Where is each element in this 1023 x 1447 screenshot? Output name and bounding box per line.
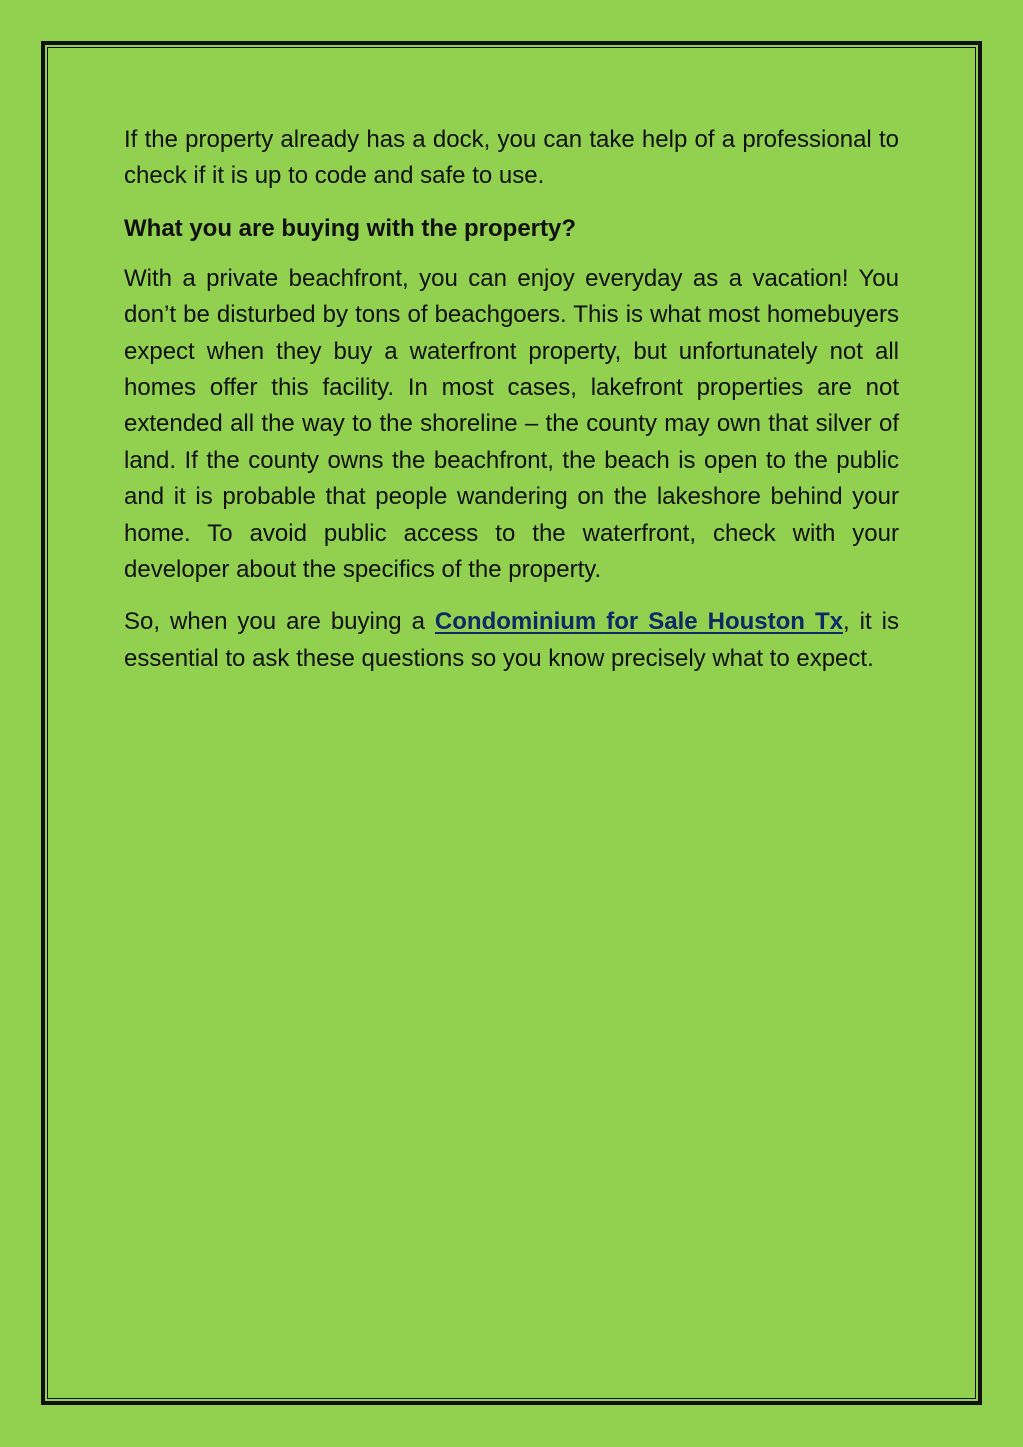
paragraph-private-beachfront: With a private beachfront, you can enjoy everyday as a vacation! You don’t be disturbed by tons of beachgoers. This is what most homebuyers expect when they buy a waterfront property, but unfortunately not all homes offer this facility. In most cases, lakefront properties are not extended all the way to the shoreline – the county may own that silver of land. If the county owns the beachfront, the beach is open to the public and it is probable that people wandering on the lakeshore behind your home. To avoid public access to the waterfront, check with your developer about the specifics of the property. xyxy=(124,264,899,584)
conclusion-text-start: So, when you are buying a xyxy=(124,608,435,636)
paragraph-conclusion xyxy=(124,604,899,677)
section-heading: What you are buying with the property? xyxy=(124,214,577,242)
condominium-link[interactable]: Condominium for Sale Houston Tx xyxy=(434,608,843,636)
article-content xyxy=(124,122,899,693)
paragraph-dock-check: If the property already has a dock, you can take help of a professional to check if it is up to code and safe to use. xyxy=(124,126,899,190)
conclusion-text-end: , it is essential to ask these questions so you know precisely what to expect. xyxy=(124,608,899,672)
